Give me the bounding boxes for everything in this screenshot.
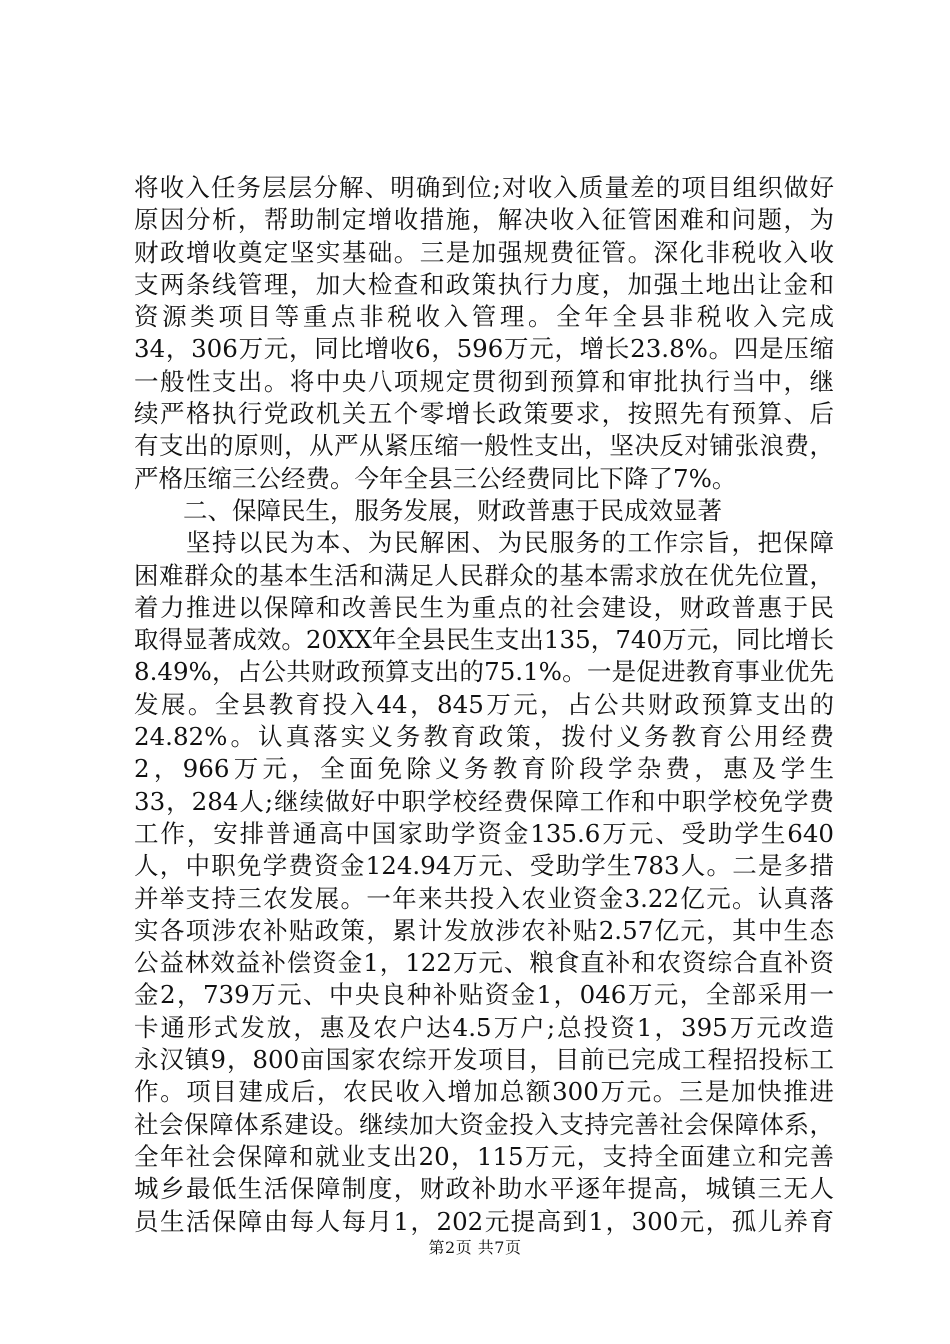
text-line: 8.49%，占公共财政预算支出的75.1%。一是促进教育事业优先 xyxy=(134,657,834,687)
text-line: 金2，739万元、中央良种补贴资金1，046万元，全部采用一 xyxy=(134,980,834,1010)
text-line: 工作，安排普通高中国家助学资金135.6万元、受助学生640 xyxy=(134,818,834,848)
text-line: 着力推进以保障和改善民生为重点的社会建设，财政普惠于民 xyxy=(134,592,834,622)
text-line: 财政增收奠定坚实基础。三是加强规费征管。深化非税收入收 xyxy=(134,237,834,267)
text-line: 资源类项目等重点非税收入管理。全年全县非税收入完成 xyxy=(134,302,834,332)
text-line: 员生活保障由每人每月1，202元提高到1，300元，孤儿养育 xyxy=(134,1206,834,1236)
page-footer: 第2页 共7页 xyxy=(428,1238,522,1257)
text-line: 33，284人;继续做好中职学校经费保障工作和中职学校免学费 xyxy=(134,786,834,816)
text-line: 城乡最低生活保障制度，财政补助水平逐年提高，城镇三无人 xyxy=(134,1174,834,1204)
text-line: 人，中职免学费资金124.94万元、受助学生783人。二是多措 xyxy=(134,851,834,881)
text-line: 坚持以民为本、为民解困、为民服务的工作宗旨，把保障 xyxy=(134,528,834,558)
text-line: 将收入任务层层分解、明确到位;对收入质量差的项目组织做好 xyxy=(134,173,834,202)
text-line: 严格压缩三公经费。今年全县三公经费同比下降了7%。 xyxy=(134,463,737,493)
text-line: 社会保障体系建设。继续加大资金投入支持完善社会保障体系， xyxy=(134,1109,834,1139)
text-line: 永汉镇9，800亩国家农综开发项目，目前已完成工程招投标工 xyxy=(134,1045,834,1075)
text-line: 公益林效益补偿资金1，122万元、粮食直补和农资综合直补资 xyxy=(134,948,834,978)
text-line: 一般性支出。将中央八项规定贯彻到预算和审批执行当中，继 xyxy=(134,366,834,396)
text-line: 全年社会保障和就业支出20，115万元，支持全面建立和完善 xyxy=(134,1141,834,1171)
text-line: 卡通形式发放，惠及农户达4.5万户;总投资1，395万元改造 xyxy=(134,1012,834,1042)
text-line: 二、保障民生，服务发展，财政普惠于民成效显著 xyxy=(134,495,722,525)
document-body xyxy=(134,172,834,1238)
text-line: 续严格执行党政机关五个零增长政策要求，按照先有预算、后 xyxy=(134,399,834,429)
text-line: 困难群众的基本生活和满足人民群众的基本需求放在优先位置， xyxy=(134,560,834,590)
text-line: 并举支持三农发展。一年来共投入农业资金3.22亿元。认真落 xyxy=(134,883,834,913)
text-line: 实各项涉农补贴政策，累计发放涉农补贴2.57亿元，其中生态 xyxy=(134,915,834,945)
text-line: 24.82%。认真落实义务教育政策，拨付义务教育公用经费 xyxy=(134,722,834,752)
text-line: 作。项目建成后，农民收入增加总额300万元。三是加快推进 xyxy=(134,1077,834,1107)
text-line: 34，306万元，同比增收6，596万元，增长23.8%。四是压缩 xyxy=(134,334,834,364)
text-line: 有支出的原则，从严从紧压缩一般性支出，坚决反对铺张浪费， xyxy=(134,431,834,461)
text-line: 发展。全县教育投入44，845万元，占公共财政预算支出的 xyxy=(134,689,834,719)
text-line: 支两条线管理，加大检查和政策执行力度，加强土地出让金和 xyxy=(134,269,834,299)
text-line: 2，966万元，全面免除义务教育阶段学杂费，惠及学生 xyxy=(134,754,834,784)
text-line: 取得显著成效。20XX年全县民生支出135，740万元，同比增长 xyxy=(134,625,834,655)
text-line: 原因分析，帮助制定增收措施，解决收入征管困难和问题，为 xyxy=(134,205,834,235)
